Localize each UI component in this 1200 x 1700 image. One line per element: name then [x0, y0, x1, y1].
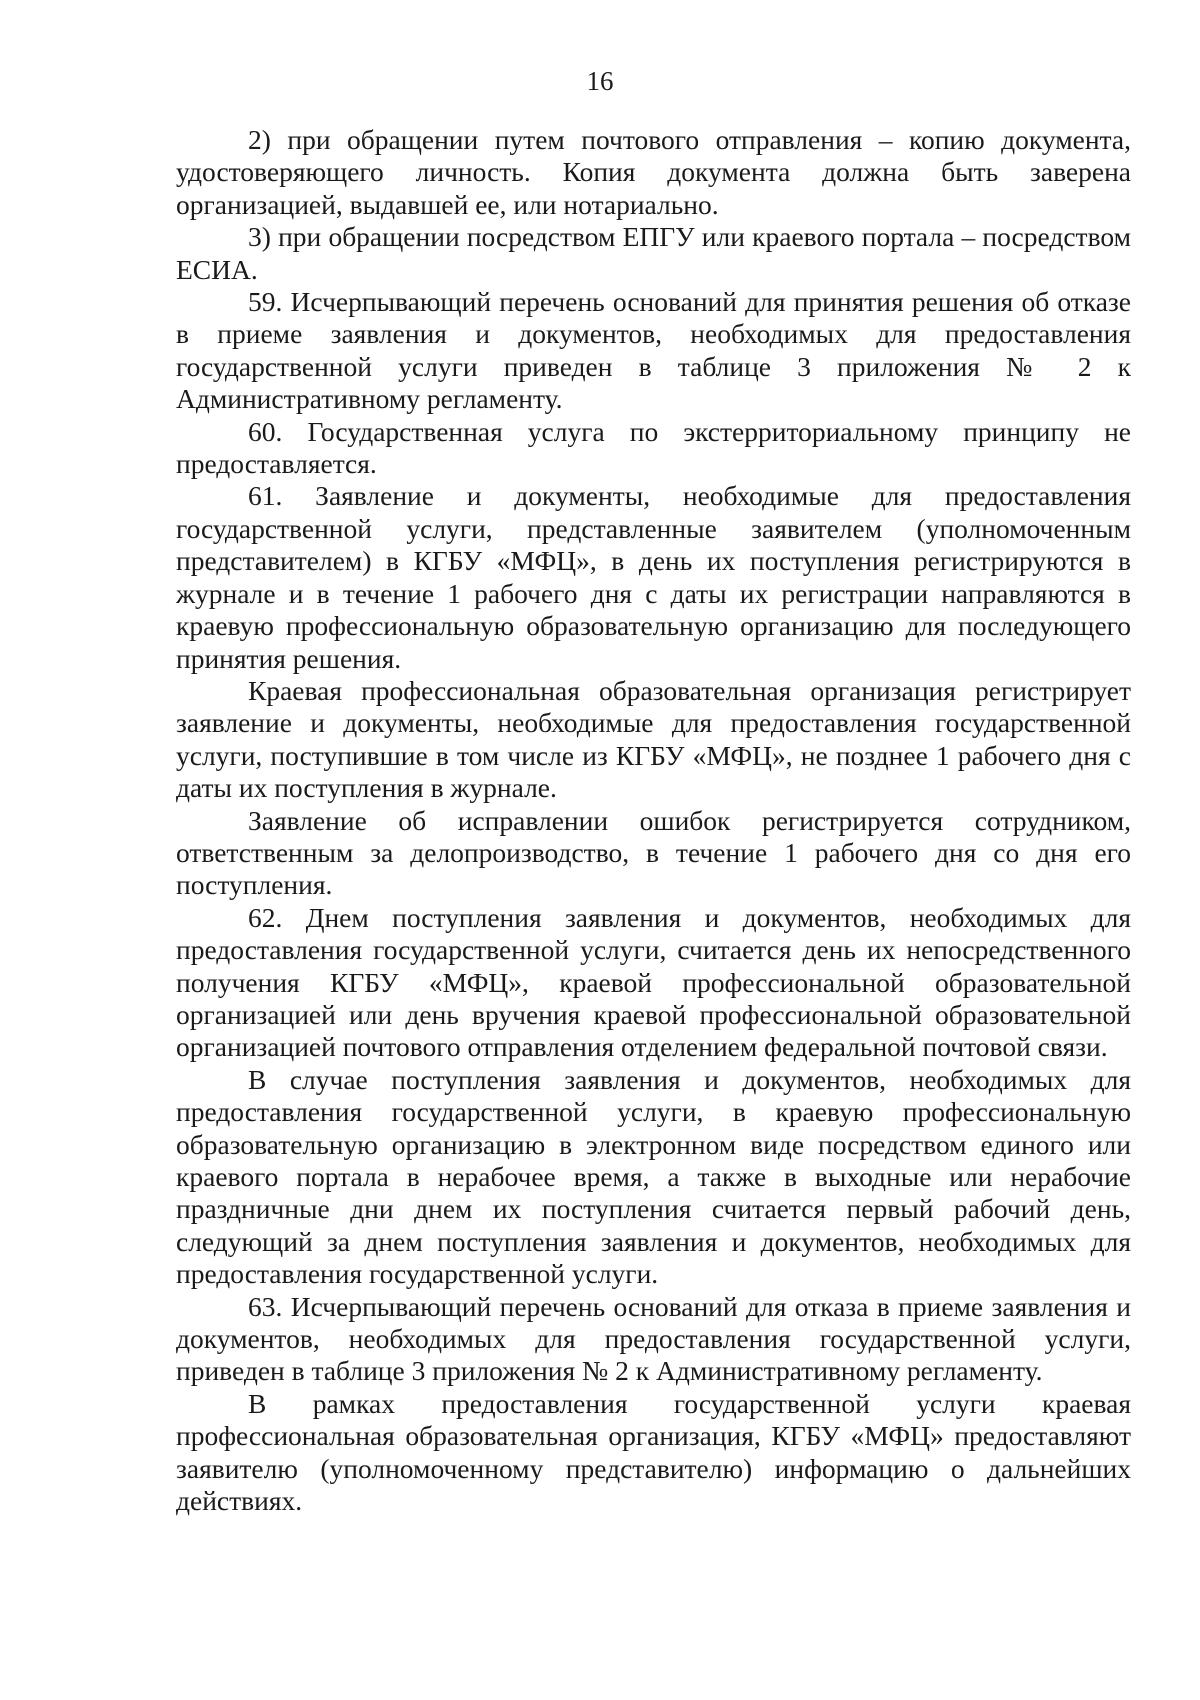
paragraph-59-refusal-grounds: 59. Исчерпывающий перечень оснований для принятия решения об отказе в приеме заявления и документов, необходимых для предоставления государственной услуги приведен в таблице 3 приложения № 2 к Административному регламенту.: [176, 286, 1131, 415]
paragraph-organization-registers: Краевая профессиональная образовательная организация регистрирует заявление и документы, необходимые для предоставления государственной услуги, поступившие в том числе из КГБУ «МФЦ», не позднее 1 рабочего дня с даты их поступления в журнале.: [176, 674, 1131, 804]
paragraph-60-extraterritorial: 60. Государственная услуга по экстерриториальному принципу не предоставляется.: [176, 415, 1131, 480]
page-number: 16: [586, 66, 614, 96]
paragraph-error-correction: Заявление об исправлении ошибок регистрируется сотрудником, ответственным за делопроизводство, в течение 1 рабочего дня со дня его поступления.: [176, 804, 1131, 901]
paragraph-further-actions-info: В рамках предоставления государственной услуги краевая профессиональная образовательная организация, КГБУ «МФЦ» предоставляют заявителю (уполномоченному представителю) информацию о дальнейших действиях.: [176, 1387, 1131, 1517]
paragraph-63-refusal-grounds: 63. Исчерпывающий перечень оснований для отказа в приеме заявления и документов, необходимых для предоставления государственной услуги, приведен в таблице 3 приложения № 2 к Административному регламенту.: [176, 1290, 1131, 1387]
paragraph-62-receipt-day: 62. Днем поступления заявления и документов, необходимых для предоставления государственной услуги, считается день их непосредственного получения КГБУ «МФЦ», краевой профессиональной образовательной организацией или день вручения краевой профессиональной образовательной организацией почтового отправления отделением федеральной почтовой связи.: [176, 901, 1131, 1063]
paragraph-item-2-postal: 2) при обращении путем почтового отправления – копию документа, удостоверяющего личность. Копия документа должна быть заверена организацией, выдавшей ее, или нотариально.: [176, 124, 1131, 220]
paragraph-61-registration: 61. Заявление и документы, необходимые для предоставления государственной услуги, представленные заявителем (уполномоченным представителем) в КГБУ «МФЦ», в день их поступления регистрируются в журнале и в течение 1 рабочего дня с даты их регистрации направляются в краевую профессиональную образовательную организацию для последующего принятия решения.: [176, 480, 1131, 674]
paragraph-electronic-receipt: В случае поступления заявления и документов, необходимых для предоставления государственной услуги, в краевую профессиональную образовательную организацию в электронном виде посредством единого или краевого портала в нерабочее время, а также в выходные или нерабочие праздничные дни днем их поступления считается первый рабочий день, следующий за днем поступления заявления и документов, необходимых для предоставления государственной услуги.: [176, 1063, 1131, 1290]
document-body: [176, 124, 1131, 1517]
paragraph-item-3-epgu: 3) при обращении посредством ЕПГУ или краевого портала – посредством ЕСИА.: [176, 221, 1131, 285]
